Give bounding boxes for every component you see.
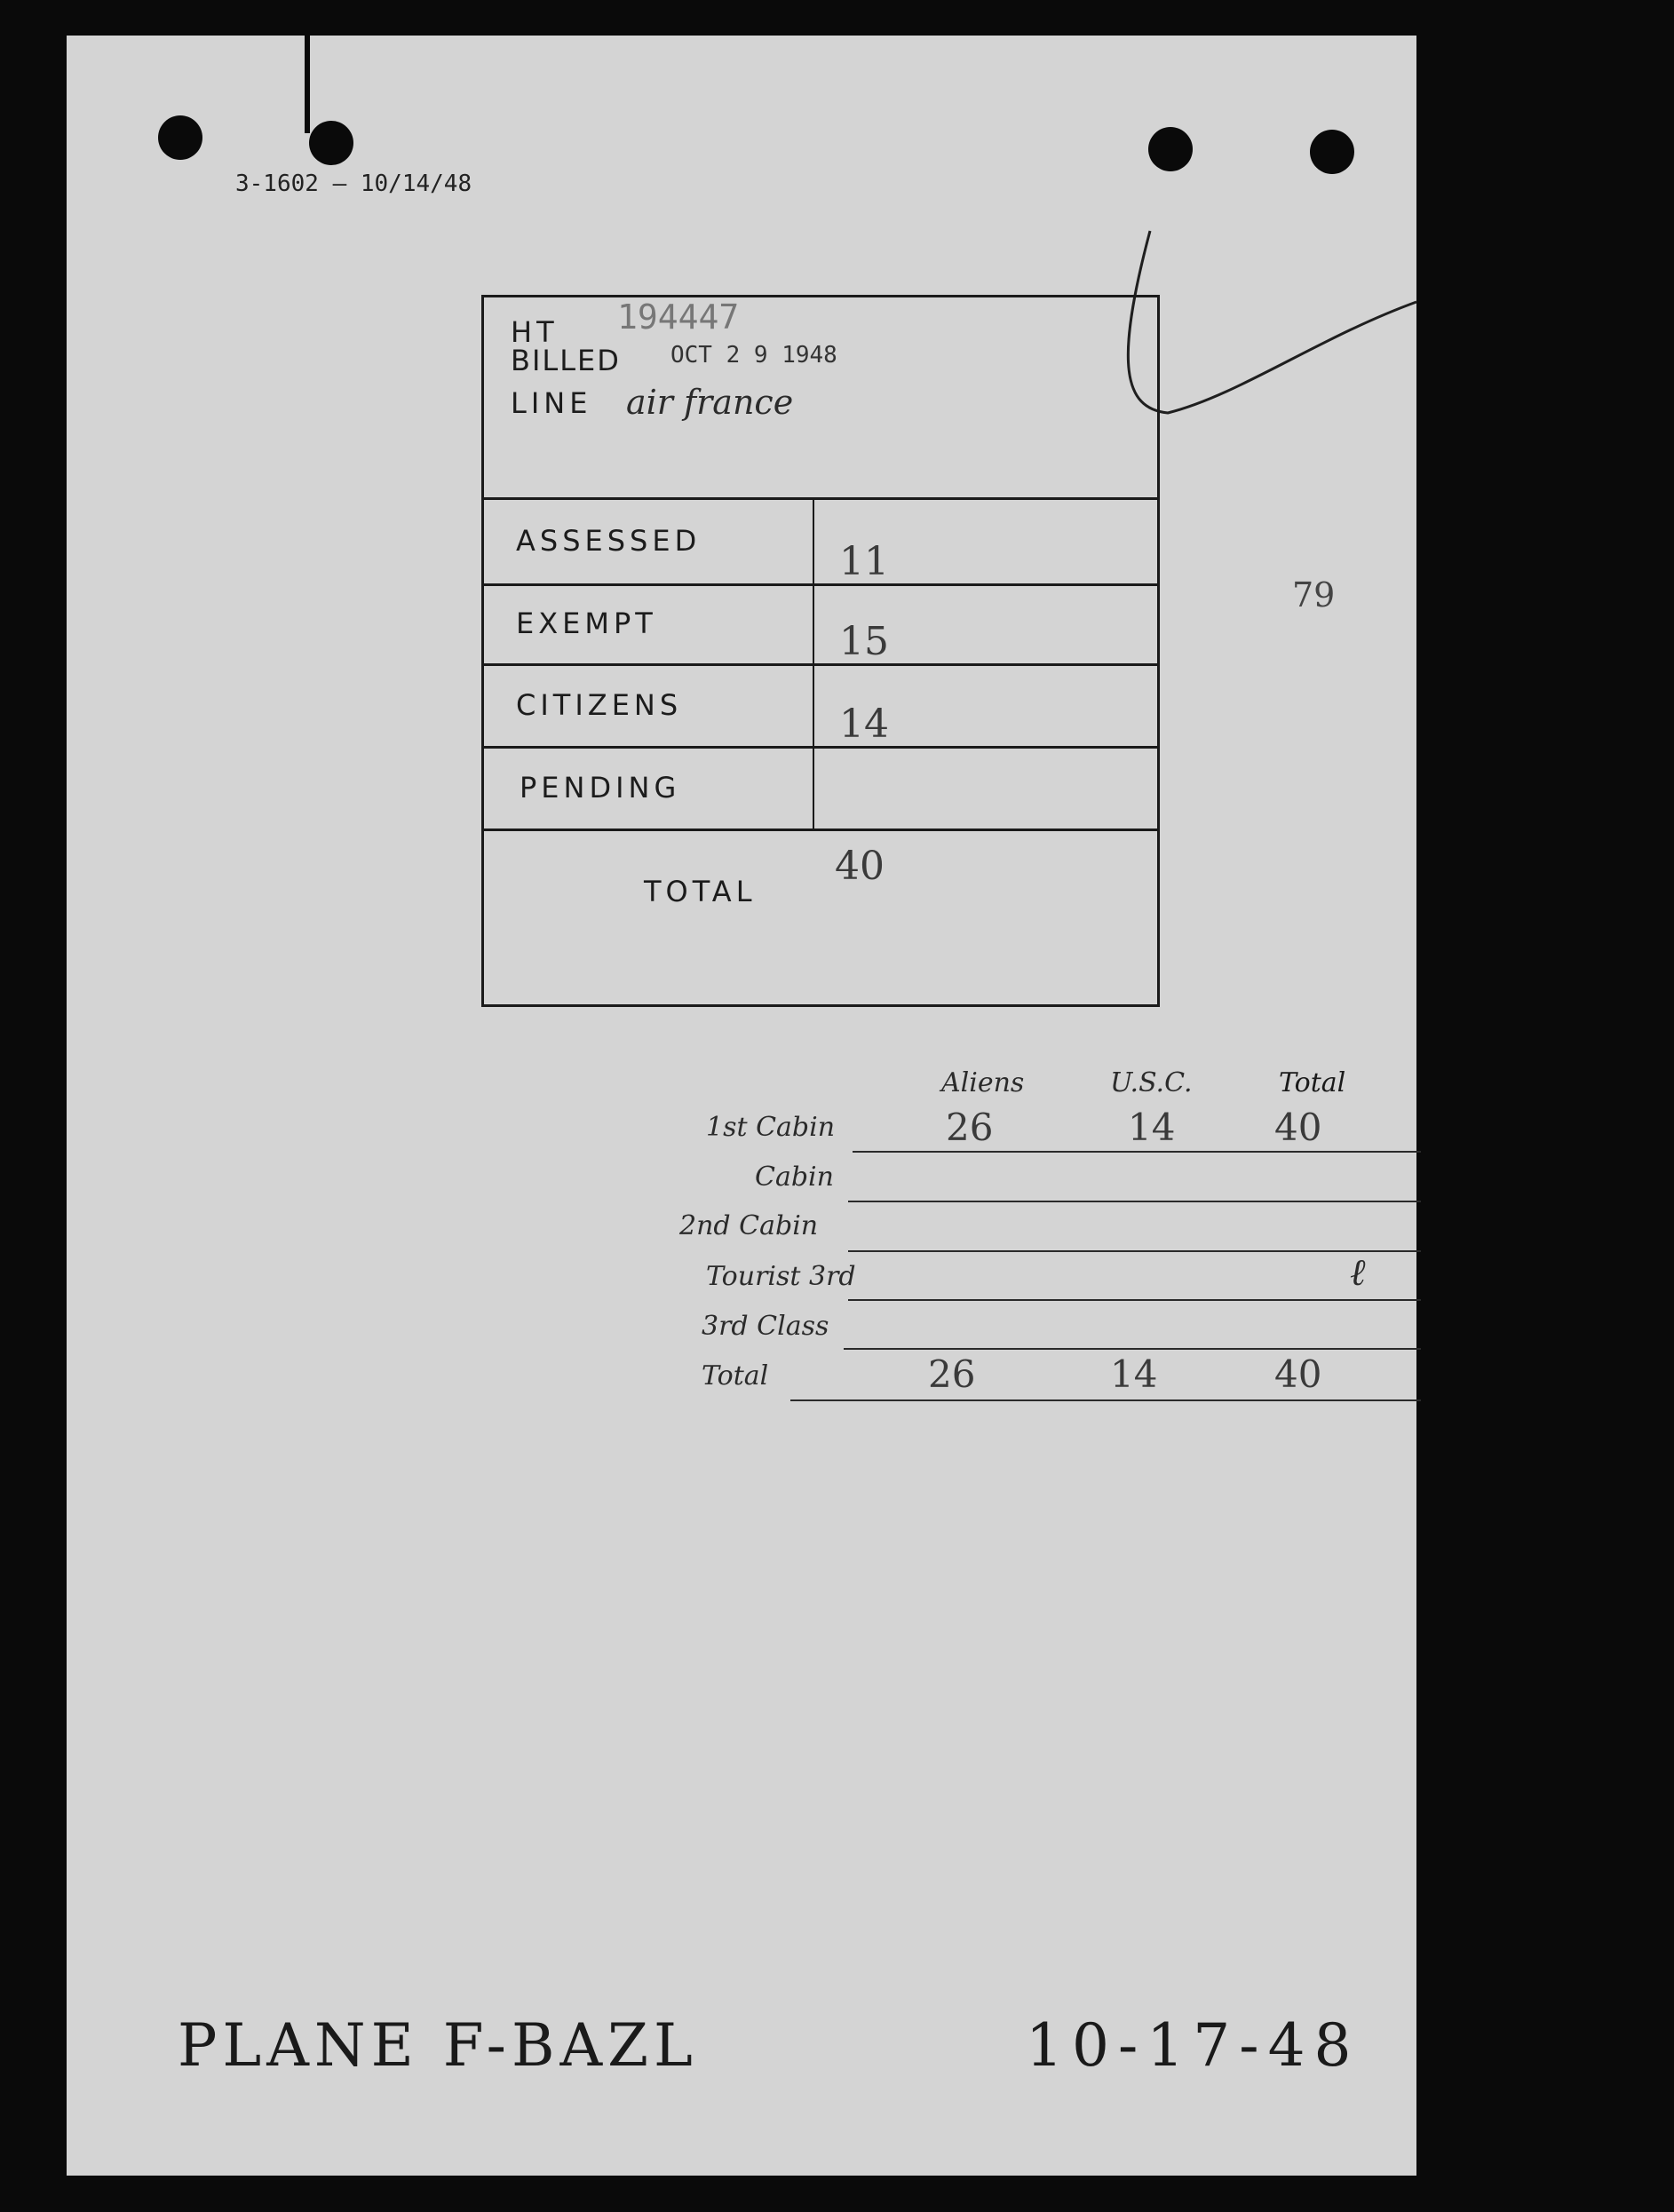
punch-hole-right-2 [1310, 130, 1354, 174]
arrival-date: 10-17-48 [1026, 2011, 1361, 2080]
classification-box [481, 295, 1160, 1007]
row-total-usc: 14 [1110, 1352, 1158, 1396]
row-label-1st-cabin: 1st Cabin [706, 1112, 836, 1143]
punch-hole-left [158, 115, 202, 160]
total-label: TOTAL [644, 875, 757, 908]
ink-mark [305, 36, 310, 133]
line-value: air france [626, 383, 794, 422]
page-number: 79 [1292, 575, 1336, 614]
assessed-label: ASSESSED [516, 524, 702, 558]
row-1st-cabin-total: 40 [1274, 1106, 1322, 1149]
form-code: 3-1602 — 10/14/48 [235, 170, 472, 197]
citizens-label: CITIZENS [516, 688, 683, 722]
row-label-tourist-3rd: Tourist 3rd [706, 1261, 856, 1292]
column-aliens: Aliens [941, 1067, 1025, 1098]
billed-label: BILLED [511, 344, 621, 377]
line-label: LINE [511, 386, 592, 420]
document-page [67, 36, 1416, 2176]
row-1st-cabin-aliens: 26 [946, 1106, 994, 1149]
row-label-3rd-class: 3rd Class [702, 1311, 829, 1342]
exempt-value: 15 [839, 619, 889, 664]
exempt-label: EXEMPT [516, 607, 657, 640]
billed-stamp: OCT 2 9 1948 [670, 342, 837, 369]
pending-label: PENDING [520, 771, 681, 805]
punch-hole-right-1 [1148, 127, 1193, 171]
total-value: 40 [835, 844, 885, 889]
ht-number: 194447 [617, 297, 740, 337]
row-label-2nd-cabin: 2nd Cabin [679, 1210, 819, 1241]
punch-hole-center [309, 121, 353, 165]
row-label-cabin: Cabin [755, 1161, 834, 1193]
column-total: Total [1279, 1067, 1346, 1098]
row-1st-cabin-usc: 14 [1128, 1106, 1176, 1149]
row-label-total: Total [702, 1360, 769, 1391]
assessed-value: 11 [839, 539, 889, 584]
row-total-total: 40 [1274, 1352, 1322, 1396]
plane-id: PLANE F-BAZL [178, 2011, 698, 2080]
ht-label: HT [511, 315, 559, 349]
row-total-aliens: 26 [928, 1352, 976, 1396]
citizens-value: 14 [839, 702, 889, 747]
column-usc: U.S.C. [1110, 1067, 1193, 1098]
margin-mark: ℓ [1350, 1250, 1366, 1294]
